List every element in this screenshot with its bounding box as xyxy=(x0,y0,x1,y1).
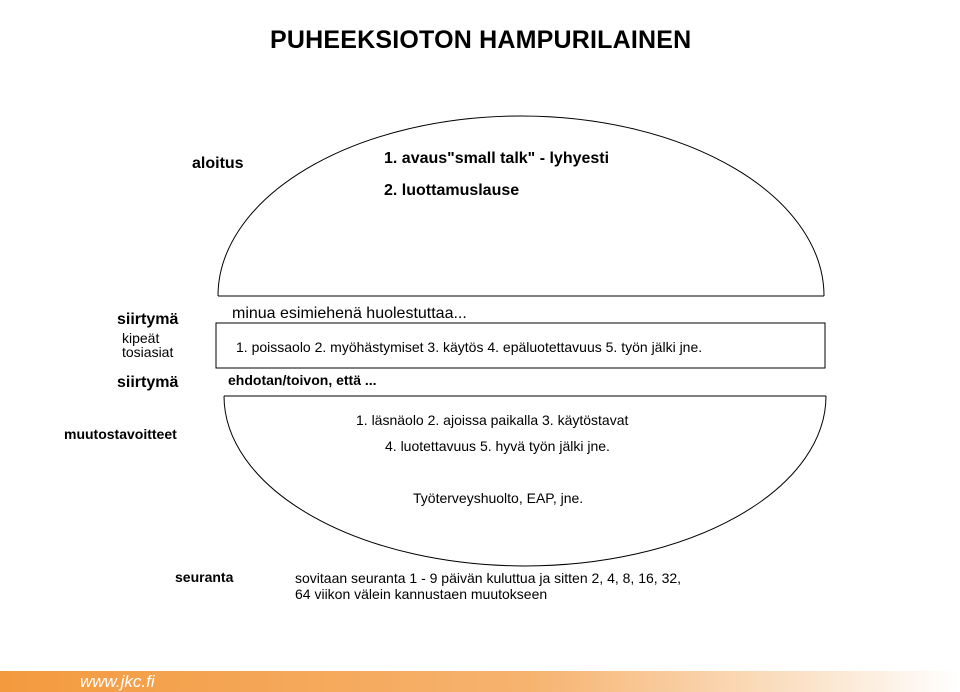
label-seuranta: seuranta xyxy=(175,569,234,585)
label-aloitus: aloitus xyxy=(192,155,244,172)
label-siirtyma-2: siirtymä xyxy=(117,374,179,391)
top-bun-shape xyxy=(218,116,824,296)
label-siirtyma-1: siirtymä xyxy=(117,311,179,328)
bottom-bun-line2: 4. luotettavuus 5. hyvä työn jälki jne. xyxy=(385,438,610,454)
top-bun-line1: 1. avaus"small talk" - lyhyesti xyxy=(384,150,610,167)
siirtyma-text-1: minua esimiehenä huolestuttaa... xyxy=(232,305,467,322)
label-kipeat-line1: kipeät xyxy=(122,330,160,346)
seuranta-line2: 64 viikon välein kannustaen muutokseen xyxy=(295,586,548,602)
label-muutostavoitteet: muutostavoitteet xyxy=(64,426,177,442)
seuranta-line1: sovitaan seuranta 1 - 9 päivän kuluttua ja sitten 2, 4, 8, 16, 32, xyxy=(295,570,682,586)
middle-box-text: 1. poissaolo 2. myöhästymiset 3. käytös 4. epäluotettavuus 5. työn jälki jne. xyxy=(236,339,703,355)
page-title: PUHEEKSIOTON HAMPURILAINEN xyxy=(270,26,692,54)
label-kipeat-line2: tosiasiat xyxy=(122,344,174,360)
seuranta-text xyxy=(295,570,681,602)
bottom-bun-line3: Työterveyshuolto, EAP, jne. xyxy=(413,490,584,506)
footer-url[interactable]: www.jkc.fi xyxy=(80,672,155,691)
label-kipeat xyxy=(122,331,173,359)
siirtyma-text-2: ehdotan/toivon, että ... xyxy=(228,372,377,388)
bottom-bun-line1: 1. läsnäolo 2. ajoissa paikalla 3. käytöstavat xyxy=(356,412,629,428)
top-bun-line2: 2. luottamuslause xyxy=(384,182,520,199)
